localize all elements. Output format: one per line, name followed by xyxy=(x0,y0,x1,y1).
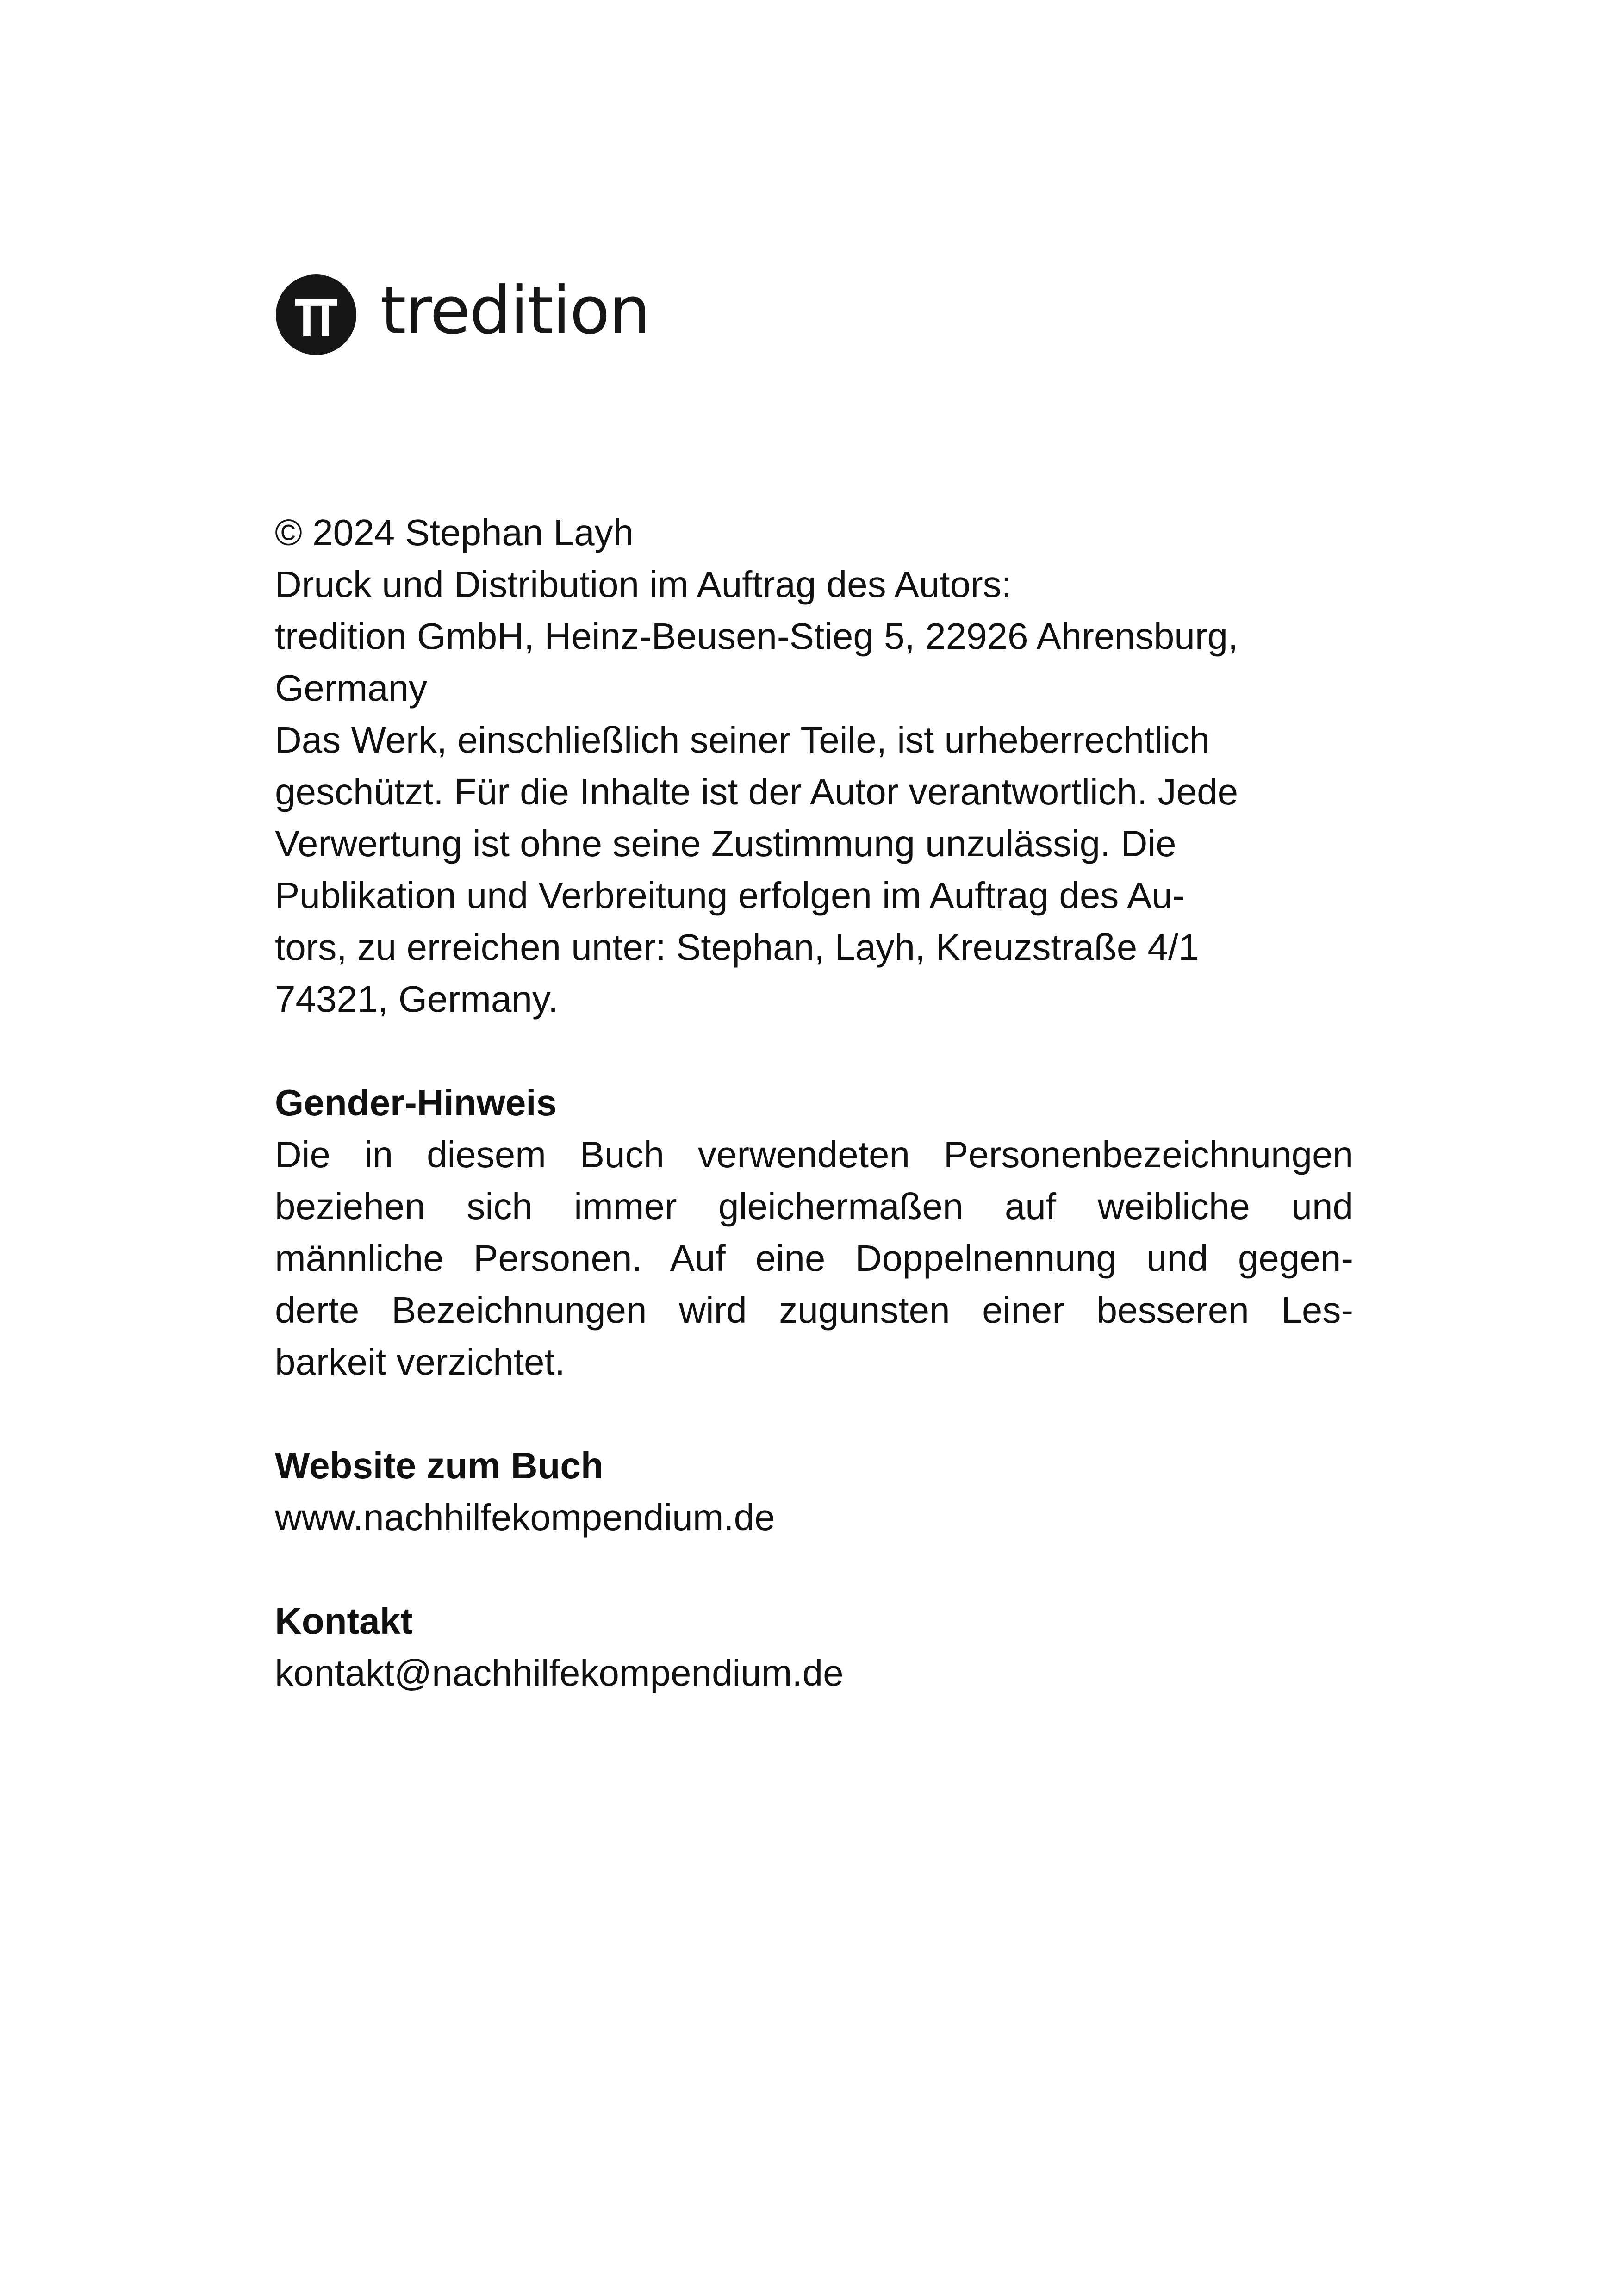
copyright-line: © 2024 Stephan Layh xyxy=(275,512,634,553)
imprint-line: tors, zu erreichen unter: Stephan, Layh, Kreuzstraße 4/1 xyxy=(275,927,1199,968)
imprint-line: 74321, Germany. xyxy=(275,978,559,1020)
imprint-line: geschützt. Für die Inhalte ist der Autor verantwortlich. Jede xyxy=(275,771,1238,812)
imprint-line: Germany xyxy=(275,667,427,709)
website-url: www.nachhilfekompendium.de xyxy=(275,1497,775,1538)
gender-note-line: beziehen sich immer gleichermaßen auf weibliche und xyxy=(275,1186,1353,1227)
imprint-line: Publikation und Verbreitung erfolgen im Auftrag des Au- xyxy=(275,875,1185,916)
contact-heading: Kontakt xyxy=(275,1600,413,1642)
website-heading: Website zum Buch xyxy=(275,1445,604,1486)
gender-note-line: derte Bezeichnungen wird zugunsten einer besseren Les- xyxy=(275,1289,1353,1331)
contact-block xyxy=(275,1595,1353,1699)
logo-wordmark: tredition xyxy=(380,273,650,349)
tredition-logo-icon xyxy=(276,274,356,355)
imprint-line: Das Werk, einschließlich seiner Teile, ist urheberrechtlich xyxy=(275,719,1210,760)
imprint-line: Verwertung ist ohne seine Zustimmung unzulässig. Die xyxy=(275,823,1176,864)
imprint-line: Druck und Distribution im Auftrag des Autors: xyxy=(275,564,1012,605)
gender-note-heading: Gender-Hinweis xyxy=(275,1082,557,1123)
spacer xyxy=(275,1543,1353,1595)
publisher-logo xyxy=(276,273,650,356)
website-block xyxy=(275,1440,1353,1543)
gender-note-line: männliche Personen. Auf eine Doppelnennung und gegen- xyxy=(275,1238,1353,1279)
gender-note-line: barkeit verzichtet. xyxy=(275,1341,565,1382)
gender-note-block xyxy=(275,1077,1353,1388)
imprint-page-content xyxy=(275,507,1353,1699)
spacer xyxy=(275,1388,1353,1440)
imprint-block xyxy=(275,507,1353,1025)
contact-email: kontakt@nachhilfekompendium.de xyxy=(275,1652,844,1693)
spacer xyxy=(275,1025,1353,1077)
imprint-line: tredition GmbH, Heinz-Beusen-Stieg 5, 22926 Ahrensburg, xyxy=(275,616,1238,657)
gender-note-line: Die in diesem Buch verwendeten Personenbezeichnungen xyxy=(275,1134,1353,1175)
